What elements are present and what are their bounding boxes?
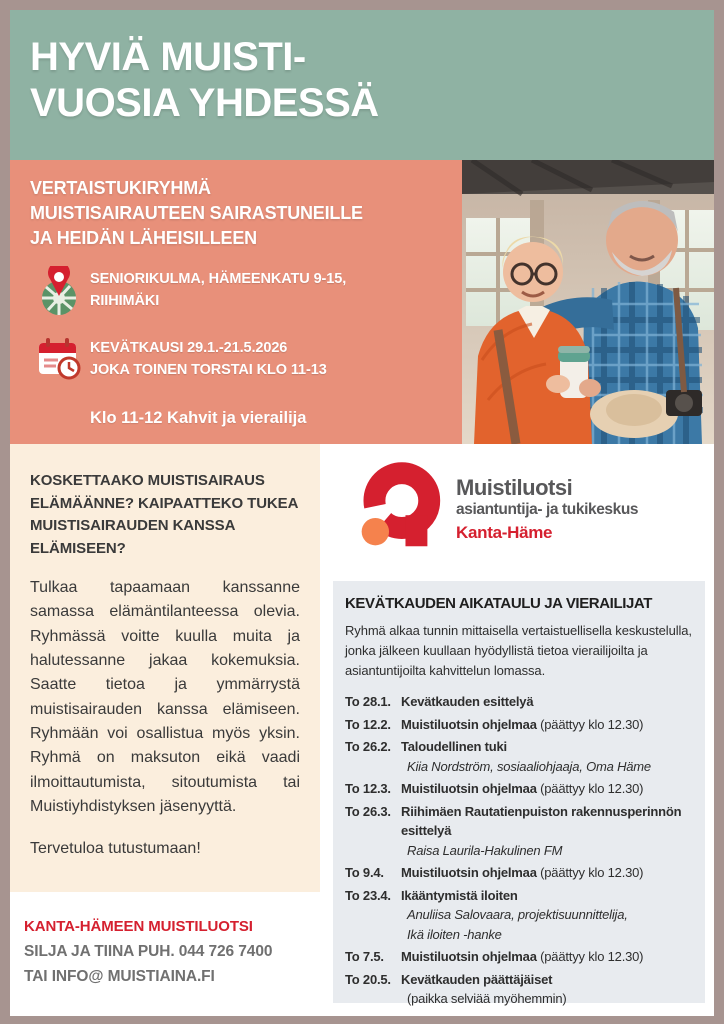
intro-closing: Tervetuloa tutustumaan! <box>30 840 201 858</box>
left-column <box>10 444 320 1016</box>
group-heading-line-3: JA HEIDÄN LÄHEISILLEEN <box>30 227 257 248</box>
schedule-item-title: Ikääntymistä iloiten <box>401 887 518 903</box>
schedule-item-speaker: Anuliisa Salovaara, projektisuunnittelija, <box>407 907 628 923</box>
schedule-item-body <box>401 947 695 967</box>
schedule-item-title: Muistiluotsin ohjelmaa <box>401 781 537 797</box>
intro-panel <box>10 444 320 892</box>
schedule-item-title: Riihimäen Rautatienpuiston rakennusperinnön esittelyä <box>401 803 682 839</box>
schedule-item-body <box>401 970 695 1009</box>
page-title <box>30 34 714 126</box>
schedule-item-date: To 28.1. <box>345 694 391 710</box>
header-banner <box>10 10 714 160</box>
schedule-item-date: To 26.3. <box>345 803 391 819</box>
intro-body: Tulkaa tapaamaan kanssanne samassa elämäntilanteessa olevia. Ryhmässä voitte kuulla muita ja halutessanne jakaa kokemuksia. Saatte tietoa ja ymmärrystä muistisairauden kanssa elämiseen. Ryhmään voi osallistua myös yksin. Ryhmä on maksuton eikä vaadi ilmoittautumista, sitoutumista tai Muistiyhdistyksen jäsenyyttä. <box>30 579 300 815</box>
schedule-item-note: (päättyy klo 12.30) <box>536 865 644 881</box>
schedule-item-body <box>401 886 695 945</box>
schedule-item-date: To 23.4. <box>345 887 391 903</box>
contact-email: TAI INFO@ MUISTIAINA.FI <box>24 967 215 985</box>
schedule-item-note: (päättyy klo 12.30) <box>536 716 644 732</box>
schedule-heading: KEVÄTKAUDEN AIKATAULU JA VIERAILIJAT <box>345 595 652 612</box>
location-line-2: RIIHIMÄKI <box>90 292 160 309</box>
schedule-item <box>345 947 695 967</box>
location-line-1: SENIORIKULMA, HÄMEENKATU 9-15, <box>90 271 347 288</box>
schedule-item-speaker: Kiia Nordström, sosiaaliohjaaja, Oma Häme <box>407 758 651 774</box>
contact-phone: SILJA JA TIINA PUH. 044 726 7400 <box>24 943 273 960</box>
schedule-panel <box>333 581 705 1007</box>
schedule-item-subnote: (paikka selviää myöhemmin) <box>407 991 567 1007</box>
location-text <box>90 266 346 311</box>
main-content <box>10 444 714 1016</box>
contact-organization: KANTA-HÄMEEN MUISTILUOTSI <box>24 918 253 935</box>
hero-section <box>10 160 714 444</box>
page-title-line-2: VUOSIA YHDESSÄ <box>30 81 379 125</box>
schedule-item <box>345 970 695 1009</box>
schedule-item-body <box>401 802 695 861</box>
poster <box>10 10 714 1016</box>
schedule-item-date: To 26.2. <box>345 739 391 755</box>
page-title-line-1: HYVIÄ MUISTI- <box>30 35 306 79</box>
schedule-item-title: Muistiluotsin ohjelmaa <box>401 949 537 965</box>
muistiluotsi-logo <box>358 462 714 557</box>
right-column <box>320 444 714 1016</box>
group-heading-line-2: MUISTISAIRAUTEEN SAIRASTUNEILLE <box>30 202 363 223</box>
schedule-item-body <box>401 737 695 776</box>
logo-text <box>456 476 638 544</box>
schedule-item <box>345 886 695 945</box>
logo-name: Muistiluotsi <box>456 474 573 500</box>
schedule-item-date: To 7.5. <box>345 949 384 965</box>
schedule-item-title: Taloudellinen tuki <box>401 739 507 755</box>
schedule-item <box>345 715 695 735</box>
season-row <box>30 335 462 386</box>
schedule-item-body <box>401 779 695 799</box>
schedule-item <box>345 779 695 799</box>
schedule-item-body <box>401 692 695 712</box>
season-text <box>90 335 327 380</box>
group-heading-line-1: VERTAISTUKIRYHMÄ <box>30 178 211 198</box>
schedule-item-title: Kevätkauden esittelyä <box>401 694 534 710</box>
schedule-item-speaker: Raisa Laurila-Hakulinen FM <box>407 842 563 858</box>
schedule-item <box>345 802 695 861</box>
season-line-2: JOKA TOINEN TORSTAI KLO 11-13 <box>90 361 327 378</box>
schedule-item <box>345 863 695 883</box>
schedule-item-body <box>401 863 695 883</box>
schedule-item-date: To 12.3. <box>345 781 391 797</box>
logo-region: Kanta-Häme <box>456 523 553 543</box>
logo-tagline: asiantuntija- ja tukikeskus <box>456 500 639 518</box>
group-heading <box>30 176 462 250</box>
schedule-item-title: Muistiluotsin ohjelmaa <box>401 716 537 732</box>
schedule-list <box>345 692 695 1009</box>
schedule-item <box>345 737 695 776</box>
schedule-item-speaker: Ikä iloiten -hanke <box>407 926 502 942</box>
map-pin-icon <box>36 266 82 323</box>
schedule-item-date: To 9.4. <box>345 865 384 881</box>
calendar-clock-icon <box>36 335 82 386</box>
schedule-intro: Ryhmä alkaa tunnin mittaisella vertaistuellisella keskustelulla, jonka jälkeen kuullaan hyödyllistä tietoa vierailijoilta ja asiantuntijoilta kahvittelun lomassa. <box>345 623 692 679</box>
schedule-item-date: To 20.5. <box>345 971 391 987</box>
time-line-1: Klo 11-12 Kahvit ja vierailija <box>90 409 307 428</box>
question-mark-logo-icon <box>358 462 442 557</box>
schedule-item-note: (päättyy klo 12.30) <box>536 781 644 797</box>
schedule-item-date: To 12.2. <box>345 716 391 732</box>
location-row <box>30 266 462 323</box>
schedule-item-title: Kevätkauden päättäjäiset <box>401 971 553 987</box>
schedule-item-body <box>401 715 695 735</box>
hero-info <box>10 160 462 444</box>
season-line-1: KEVÄTKAUSI 29.1.-21.5.2026 <box>90 340 288 357</box>
contact-panel <box>10 892 320 1016</box>
intro-heading: KOSKETTAAKO MUISTISAIRAUS ELÄMÄÄNNE? KAIPAATTEKO TUKEA MUISTISAIRAUDEN KANSSA ELÄMISEEN? <box>30 472 298 557</box>
couple-photo <box>462 160 714 444</box>
schedule-item-title: Muistiluotsin ohjelmaa <box>401 865 537 881</box>
schedule-item-note: (päättyy klo 12.30) <box>536 949 644 965</box>
schedule-item <box>345 692 695 712</box>
